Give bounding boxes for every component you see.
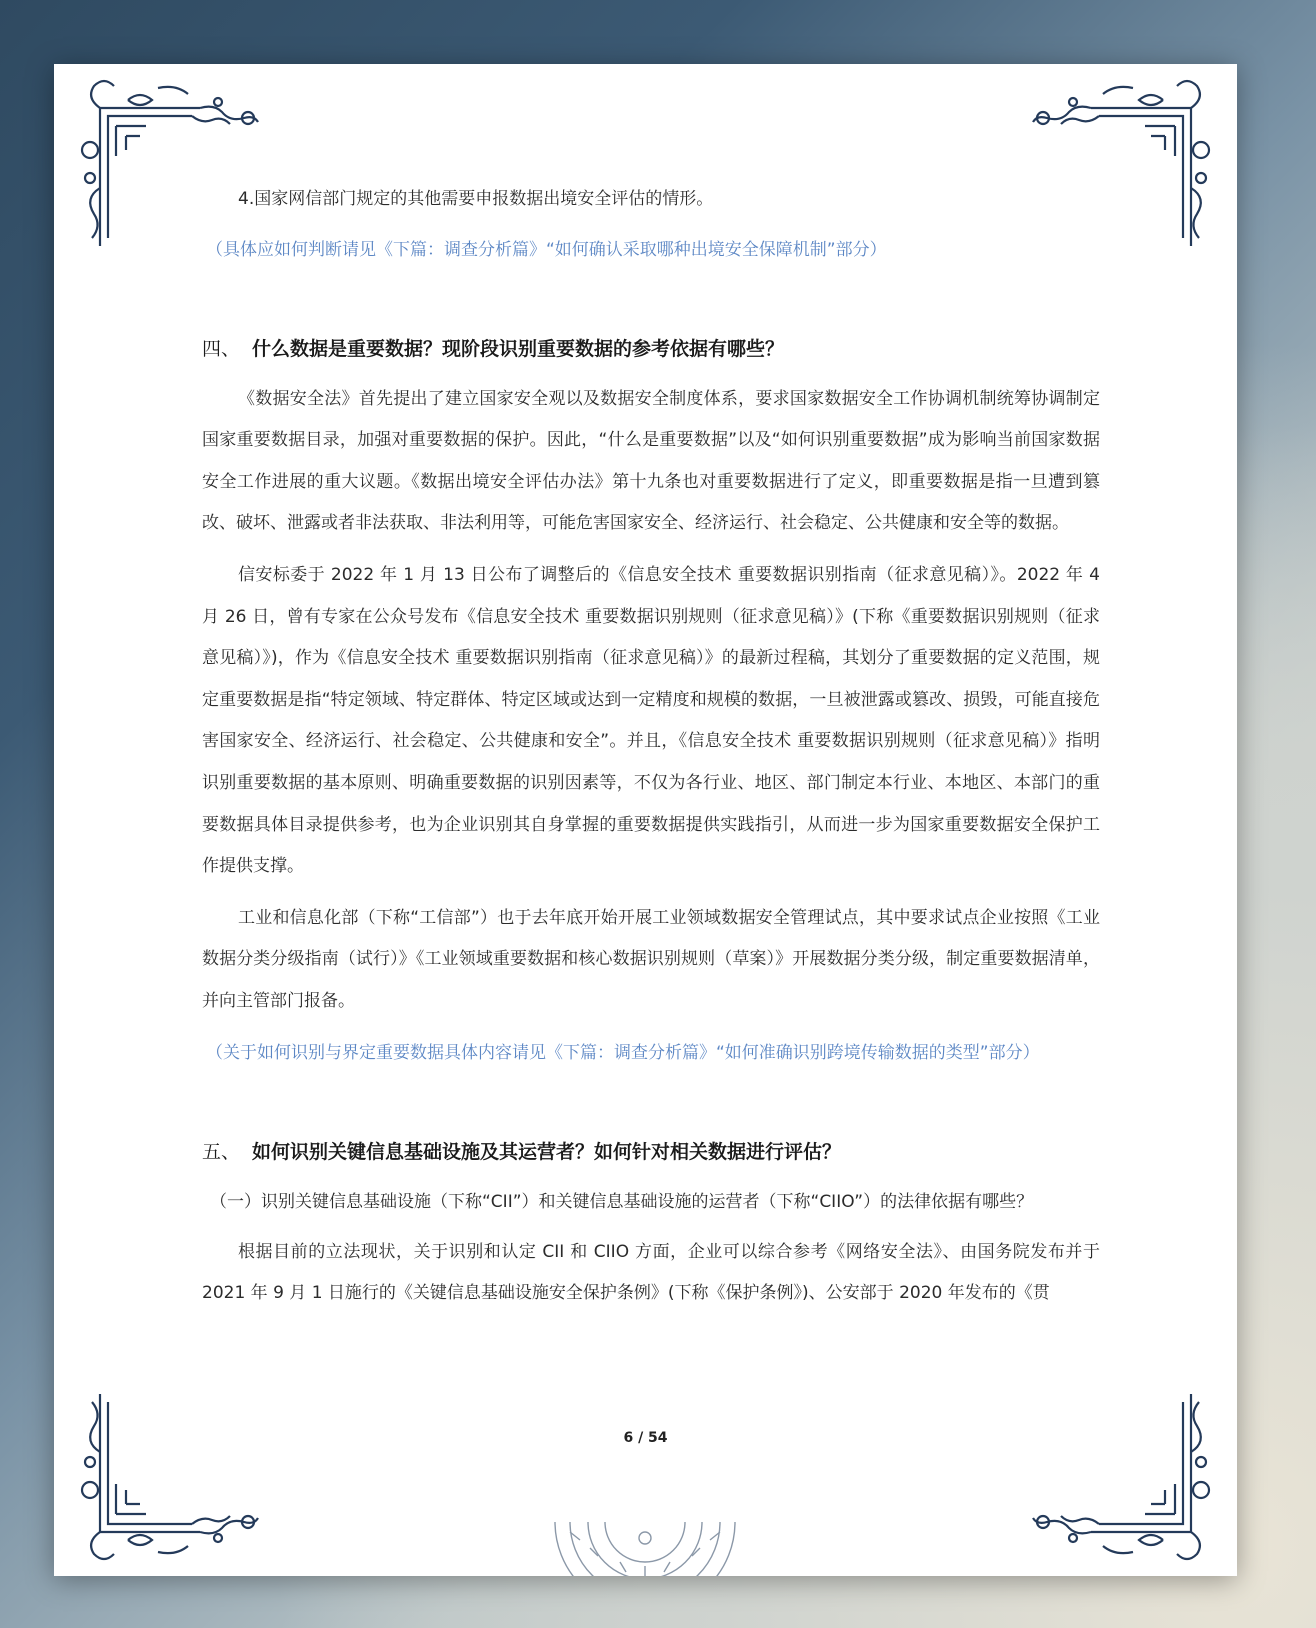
corner-ornament-icon <box>1023 1392 1223 1562</box>
body-paragraph: 根据目前的立法现状，关于识别和认定 CII 和 CIIO 方面，企业可以综合参考《网络安全法》、由国务院发布并于 2021 年 9 月 1 日施行的《关键信息基础设施安全保护条例》(下称《保护条例》)、公安部于 2020 年发布的《贯 <box>202 1241 1100 1304</box>
document-page <box>54 64 1237 1576</box>
section-title: 如何识别关键信息基础设施及其运营者？如何针对相关数据进行评估？ <box>252 1140 842 1163</box>
section-title: 什么数据是重要数据？现阶段识别重要数据的参考依据有哪些？ <box>252 337 785 360</box>
body-paragraph: 信安标委于 2022 年 1 月 13 日公布了调整后的《信息安全技术 重要数据识别指南（征求意见稿）》。2022 年 4 月 26 日，曾有专家在公众号发布《信息安全技术 重要数据识别规则（征求意见稿）》(下称《重要数据识别规则（征求意见稿）》)，作为《信息安全技术 重要数据识别指南（征求意见稿）》的最新过程稿，其划分了重要数据的定义范围，规定重要数据是指“特定领域、特定群体、特定区域或达到一定精度和规模的数据，一旦被泄露或篡改、损毁，可能直接危害国家安全、经济运行、社会稳定、公共健康和安全”。并且，《信息安全技术 重要数据识别规则（征求意见稿）》指明识别重要数据的基本原则、明确重要数据的识别因素等，不仅为各行业、地区、部门制定本行业、本地区、本部门的重要数据具体目录提供参考，也为企业识别其自身掌握的重要数据提供实践指引，从而进一步为国家重要数据安全保护工作提供支撑。 <box>202 564 1100 877</box>
section-number: 四、 <box>202 337 241 360</box>
section-number: 五、 <box>202 1140 241 1163</box>
cross-reference-note: （具体应如何判断请见《下篇：调查分析篇》“如何确认采取哪种出境安全保障机制”部分） <box>206 239 887 260</box>
page-indicator: 6 / 54 <box>623 1430 668 1446</box>
list-item-paragraph: 4.国家网信部门规定的其他需要申报数据出境安全评估的情形。 <box>238 189 714 209</box>
section-heading-4 <box>202 327 1100 371</box>
body-paragraph: 工业和信息化部（下称“工信部”）也于去年底开始开展工业领域数据安全管理试点，其中要求试点企业按照《工业数据分类分级指南（试行）》《工业领域重要数据和核心数据识别规则（草案）》开展数据分类分级，制定重要数据清单，并向主管部门报备。 <box>202 907 1100 1011</box>
sub-heading: （一）识别关键信息基础设施（下称“CII”）和关键信息基础设施的运营者（下称“CIIO”）的法律依据有哪些？ <box>210 1191 1034 1212</box>
section-heading-5 <box>202 1130 1100 1174</box>
document-body <box>202 179 1100 1315</box>
corner-ornament-icon <box>68 1392 268 1562</box>
body-paragraph: 《数据安全法》首先提出了建立国家安全观以及数据安全制度体系，要求国家数据安全工作协调机制统筹协调制定国家重要数据目录，加强对重要数据的保护。因此，“什么是重要数据”以及“如何识别重要数据”成为影响当前国家数据安全工作进展的重大议题。《数据出境安全评估办法》第十九条也对重要数据进行了定义，即重要数据是指一旦遭到篡改、破坏、泄露或者非法获取、非法利用等，可能危害国家安全、经济运行、社会稳定、公共健康和安全等的数据。 <box>202 388 1100 534</box>
bottom-medallion-icon <box>550 1518 740 1576</box>
cross-reference-note: （关于如何识别与界定重要数据具体内容请见《下篇：调查分析篇》“如何准确识别跨境传输数据的类型”部分） <box>206 1042 1040 1063</box>
